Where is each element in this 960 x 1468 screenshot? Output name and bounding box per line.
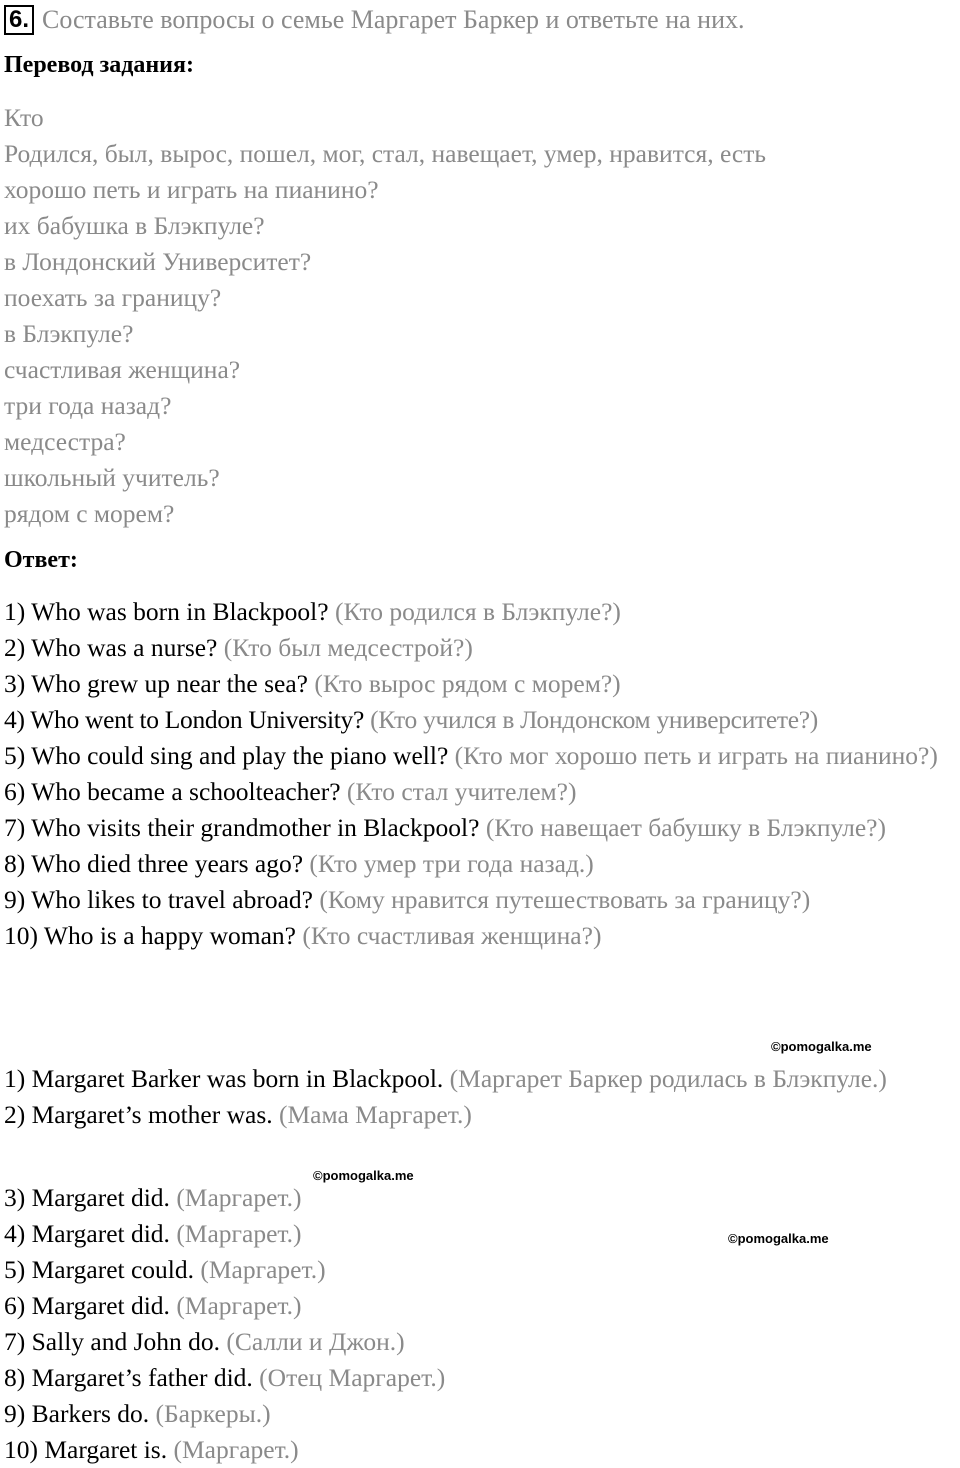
question-en: 8) Who died three years ago? xyxy=(4,849,304,878)
answer-en: 3) Margaret did. xyxy=(4,1183,170,1212)
answer-item xyxy=(4,1061,960,1097)
question-item xyxy=(4,594,960,630)
answer-en: 10) Margaret is. xyxy=(4,1435,168,1464)
question-en: 6) Who became a schoolteacher? xyxy=(4,777,341,806)
answer-ru: (Маргарет.) xyxy=(176,1183,302,1212)
translation-line: в Блэкпуле? xyxy=(4,319,134,348)
question-item xyxy=(4,774,960,810)
answer-ru: (Мама Маргарет.) xyxy=(279,1100,472,1129)
question-ru: (Кто счастливая женщина?) xyxy=(302,921,602,950)
translation-line: рядом с морем? xyxy=(4,499,175,528)
question-ru: (Кто мог хорошо петь и играть на пианино?) xyxy=(454,741,938,770)
answer-ru: (Салли и Джон.) xyxy=(226,1327,405,1356)
question-en: 3) Who grew up near the sea? xyxy=(4,669,308,698)
translation-line: Родился, был, вырос, пошел, мог, стал, навещает, умер, нравится, есть xyxy=(4,139,766,168)
translation-line: Кто xyxy=(4,103,44,132)
answer-item xyxy=(4,1432,960,1468)
answers-list-continued xyxy=(4,1180,960,1468)
question-ru: (Кому нравится путешествовать за границу?) xyxy=(319,885,811,914)
question-ru: (Кто родился в Блэкпуле?) xyxy=(334,597,621,626)
answer-heading: Ответ: xyxy=(4,547,78,573)
watermark: ©pomogalka.me xyxy=(771,1039,872,1054)
task-header xyxy=(4,4,745,36)
questions-list xyxy=(4,594,960,954)
answer-ru: (Маргарет.) xyxy=(200,1255,326,1284)
answer-item xyxy=(4,1180,960,1216)
translation-line: медсестра? xyxy=(4,427,126,456)
answer-ru: (Маргарет.) xyxy=(176,1219,302,1248)
question-en: 5) Who could sing and play the piano well? xyxy=(4,741,449,770)
answer-en: 4) Margaret did. xyxy=(4,1219,170,1248)
answer-ru: (Отец Маргарет.) xyxy=(259,1363,446,1392)
question-item xyxy=(4,882,960,918)
translation-line: их бабушка в Блэкпуле? xyxy=(4,211,265,240)
answer-ru: (Маргарет.) xyxy=(176,1291,302,1320)
question-en: 10) Who is a happy woman? xyxy=(4,921,297,950)
answer-item xyxy=(4,1097,960,1133)
translation-line: в Лондонский Университет? xyxy=(4,247,312,276)
answers-list xyxy=(4,1061,960,1133)
answer-ru: (Маргарет.) xyxy=(173,1435,299,1464)
question-en: 1) Who was born in Blackpool? xyxy=(4,597,329,626)
watermark: ©pomogalka.me xyxy=(313,1168,414,1183)
translation-line: три года назад? xyxy=(4,391,172,420)
answer-en: 6) Margaret did. xyxy=(4,1291,170,1320)
watermark: ©pomogalka.me xyxy=(728,1231,829,1246)
question-en: 2) Who was a nurse? xyxy=(4,633,218,662)
question-ru: (Кто учился в Лондонском университете?) xyxy=(370,705,818,734)
translation-list xyxy=(4,100,960,532)
question-ru: (Кто вырос рядом с морем?) xyxy=(314,669,621,698)
translation-line: счастливая женщина? xyxy=(4,355,241,384)
answer-en: 5) Margaret could. xyxy=(4,1255,195,1284)
answer-ru: (Баркеры.) xyxy=(155,1399,271,1428)
answer-item xyxy=(4,1252,960,1288)
translation-line: хорошо петь и играть на пианино? xyxy=(4,175,379,204)
question-ru: (Кто умер три года назад.) xyxy=(309,849,594,878)
question-item xyxy=(4,918,960,954)
answer-en: 9) Barkers do. xyxy=(4,1399,150,1428)
question-item xyxy=(4,702,960,738)
question-en: 9) Who likes to travel abroad? xyxy=(4,885,313,914)
answer-item xyxy=(4,1288,960,1324)
answer-en: 1) Margaret Barker was born in Blackpool. xyxy=(4,1064,444,1093)
task-text: Составьте вопросы о семье Маргарет Баркер и ответьте на них. xyxy=(42,5,745,34)
answer-item xyxy=(4,1396,960,1432)
question-item xyxy=(4,630,960,666)
answer-ru: (Маргарет Баркер родилась в Блэкпуле.) xyxy=(449,1064,887,1093)
question-en: 4) Who went to London University? xyxy=(4,705,365,734)
translation-line: школьный учитель? xyxy=(4,463,220,492)
question-ru: (Кто стал учителем?) xyxy=(346,777,577,806)
translation-heading: Перевод задания: xyxy=(4,52,194,78)
answer-en: 2) Margaret’s mother was. xyxy=(4,1100,273,1129)
answer-en: 7) Sally and John do. xyxy=(4,1327,221,1356)
task-number: 6. xyxy=(4,5,34,35)
question-ru: (Кто навещает бабушку в Блэкпуле?) xyxy=(485,813,886,842)
question-item xyxy=(4,738,960,774)
translation-line: поехать за границу? xyxy=(4,283,222,312)
question-ru: (Кто был медсестрой?) xyxy=(223,633,473,662)
question-item xyxy=(4,666,960,702)
question-en: 7) Who visits their grandmother in Blackpool? xyxy=(4,813,480,842)
question-item xyxy=(4,810,960,846)
question-item xyxy=(4,846,960,882)
answer-item xyxy=(4,1360,960,1396)
answer-item xyxy=(4,1324,960,1360)
answer-en: 8) Margaret’s father did. xyxy=(4,1363,253,1392)
